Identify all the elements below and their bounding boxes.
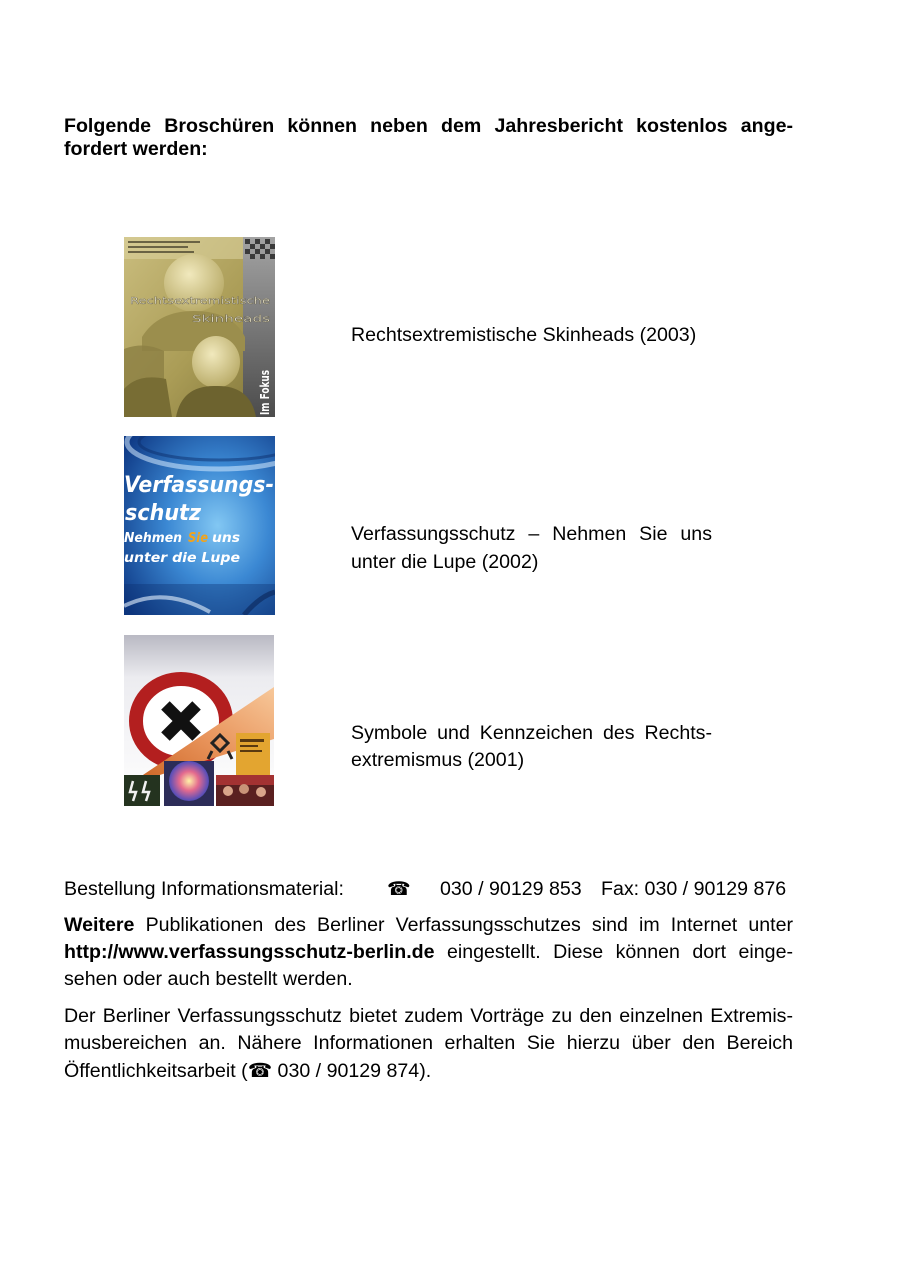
cover-subtitle-word-3: uns — [212, 531, 241, 546]
order-fax-number: Fax: 030 / 90129 876 — [601, 878, 787, 900]
publications-line-1-text: Publikationen des Berliner Verfassungsschutzes sind im Internet unter — [145, 914, 793, 936]
brochure-caption-3-line-2: extremismus (2001) — [351, 749, 525, 771]
publications-line-2 — [64, 939, 793, 966]
brochure-caption-2-line-1: Verfassungsschutz – Nehmen Sie uns — [351, 523, 712, 545]
brochure-cover-skinheads — [124, 237, 275, 417]
crowd-photo — [216, 775, 274, 806]
cover-subtitle-highlight-word: Sie — [188, 531, 209, 546]
order-label: Bestellung Informationsmaterial: — [64, 878, 344, 900]
intro-line-1: Folgende Broschüren können neben dem Jahresbericht kostenlos ange- — [64, 115, 793, 137]
lectures-line-2: musbereichen an. Nähere Informationen erhalten Sie hierzu über den Bereich — [64, 1032, 793, 1054]
cover-subtitle-line-2: unter die Lupe — [124, 551, 241, 566]
cover-title-line-1: Rechtsextremistische — [130, 296, 270, 307]
cover-subtitle-word-1: Nehmen — [124, 531, 182, 546]
cover-title-line-2: Skinheads — [192, 314, 270, 325]
website-url[interactable]: http://www.verfassungsschutz-berlin.de — [64, 941, 435, 963]
lectures-line-3-text: Öffentlichkeitsarbeit ( — [64, 1060, 248, 1082]
publications-line-3: sehen oder auch bestellt werden. — [64, 968, 353, 990]
brochure-caption-1: Rechtsextremistische Skinheads (2003) — [351, 324, 697, 346]
telephone-icon — [387, 876, 411, 903]
head-figure-front — [192, 336, 240, 388]
cover-title-line-1: Verfassungs- — [124, 473, 274, 498]
colorful-image — [164, 761, 214, 806]
cover-series-label: Im Fokus — [257, 351, 272, 415]
cover-title-line-2: schutz — [125, 501, 202, 526]
brochure-cover-verfassungsschutz — [124, 436, 275, 615]
publications-lead-word: Weitere — [64, 914, 135, 936]
lectures-line-1: Der Berliner Verfassungsschutz bietet zudem Vorträge zu den einzelnen Extremis- — [64, 1005, 793, 1027]
brochure-caption-3-line-1: Symbole und Kennzeichen des Rechts- — [351, 722, 712, 744]
dark-tile-image — [124, 775, 160, 806]
brochure-cover-symbols — [124, 635, 274, 806]
public-relations-phone-number: 030 / 90129 874). — [277, 1060, 432, 1082]
telephone-icon — [248, 1060, 272, 1082]
publications-line-2-text: eingestellt. Diese können dort einge- — [446, 941, 793, 963]
intro-line-2: fordert werden: — [64, 138, 208, 160]
book-image — [236, 733, 270, 775]
brochure-caption-2-line-2: unter die Lupe (2002) — [351, 551, 539, 573]
order-phone-number: 030 / 90129 853 — [440, 878, 582, 900]
publications-line-1 — [64, 912, 793, 939]
lectures-line-3 — [64, 1057, 431, 1085]
